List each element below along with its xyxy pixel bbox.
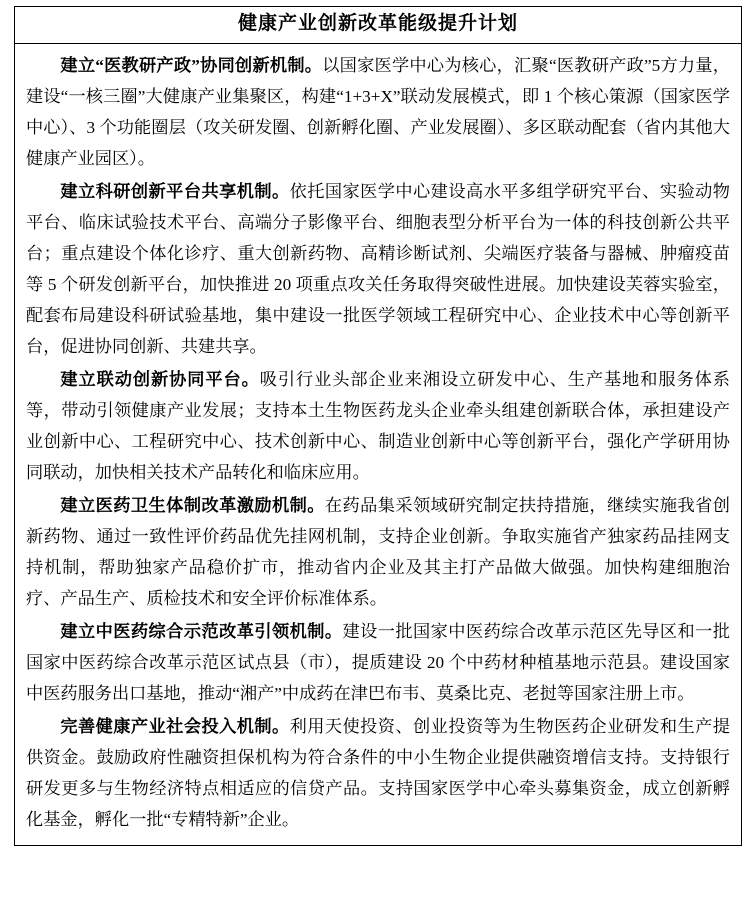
paragraph-lead: 建立中医药综合示范改革引领机制。: [60, 622, 343, 641]
document-table: [14, 6, 742, 846]
document-body: [15, 44, 741, 845]
paragraph: [26, 176, 730, 362]
document-title-row: [15, 7, 741, 44]
paragraph-lead: 完善健康产业社会投入机制。: [60, 717, 290, 736]
paragraph: [26, 364, 730, 488]
paragraph-lead: 建立联动创新协同平台。: [60, 370, 260, 389]
paragraph-text: 依托国家医学中心建设高水平多组学研究平台、实验动物平台、临床试验技术平台、高端分子影像平台、细胞表型分析平台为一体的科技创新公共平台；重点建设个体化诊疗、重大创新药物、高精诊断试剂、尖端医疗装备与器械、肿瘤疫苗等 5 个研发创新平台，加快推进 20 项重点攻关任务取得突破性进展。加快建设芙蓉实验室，配套布局建设科研试验基地，集中建设一批医学领域工程研究中心、企业技术中心等创新平台，促进协同创新、共建共享。: [26, 182, 730, 356]
page-title: 健康产业创新改革能级提升计划: [237, 13, 518, 34]
paragraph: [26, 711, 730, 835]
paragraph-text: 以国家医学中心为核心，汇聚“医教研产政”5方力量，建设“一核三圈”大健康产业集聚区，构建“1+3+X”联动发展模式，即 1 个核心策源（国家医学中心）、3 个功能圈层（攻关研发圈、创新孵化圈、产业发展圈）、多区联动配套（省内其他大健康产业园区）。: [26, 56, 730, 168]
paragraph: [26, 50, 730, 174]
paragraph-text: 利用天使投资、创业投资等为生物医药企业研发和生产提供资金。鼓励政府性融资担保机构为符合条件的中小生物企业提供融资增信支持。支持银行研发更多与生物经济特点相适应的信贷产品。支持国家医学中心牵头募集资金，成立创新孵化基金，孵化一批“专精特新”企业。: [26, 717, 730, 829]
paragraph-lead: 建立“医教研产政”协同创新机制。: [60, 56, 323, 75]
paragraph-text: 吸引行业头部企业来湘设立研发中心、生产基地和服务体系等，带动引领健康产业发展；支持本土生物医药龙头企业牵头组建创新联合体，承担建设产业创新中心、工程研究中心、技术创新中心、制造业创新中心等创新平台，强化产学研用协同联动，加快相关技术产品转化和临床应用。: [26, 370, 730, 482]
paragraph: [26, 490, 730, 614]
paragraph-lead: 建立科研创新平台共享机制。: [60, 182, 290, 201]
paragraph-text: 在药品集采领域研究制定扶持措施，继续实施我省创新药物、通过一致性评价药品优先挂网机制，支持企业创新。争取实施省产独家药品挂网支持机制，帮助独家产品稳价扩市，推动省内企业及其主打产品做大做强。加快构建细胞治疗、产品生产、质检技术和安全评价标准体系。: [26, 496, 730, 608]
paragraph-lead: 建立医药卫生体制改革激励机制。: [60, 496, 325, 515]
paragraph: [26, 616, 730, 709]
paragraph-text: 建设一批国家中医药综合改革示范区先导区和一批国家中医药综合改革示范区试点县（市），提质建设 20 个中药材种植基地示范县。建设国家中医药服务出口基地，推动“湘产”中成药在津巴布韦、莫桑比克、老挝等国家注册上市。: [26, 622, 730, 703]
